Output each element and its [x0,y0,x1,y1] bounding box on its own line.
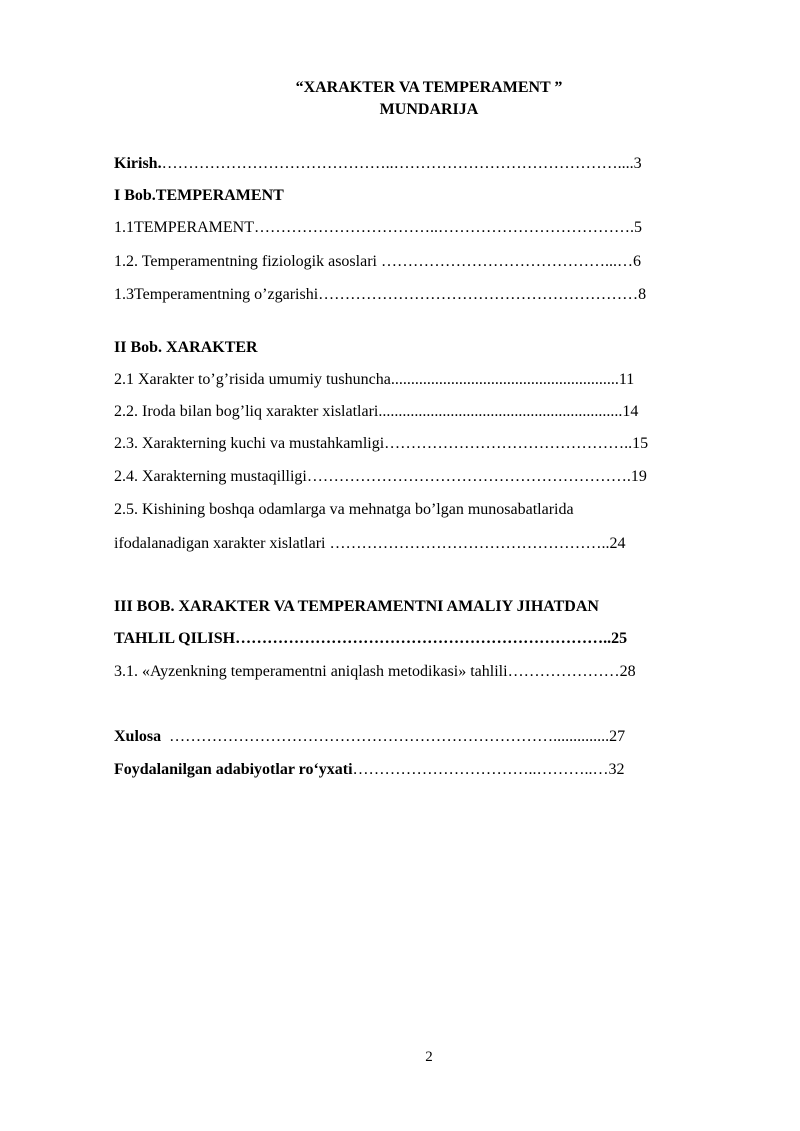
toc-entry-adabiyotlar [114,760,625,780]
toc-entry-text: 1.2. Temperamentning fiziologik asoslari [114,253,377,270]
toc-entry-leader: ......................................................... [390,371,619,388]
toc-entry-page: 11 [618,371,635,388]
toc-entry-page: 28 [619,663,636,680]
toc-heading-bob-2 [114,338,258,358]
toc-heading-bob-1 [114,186,284,206]
toc-entry-1-1 [114,218,642,238]
toc-entry-leader: ……………………………..………………………………. [254,219,634,236]
toc-entry-text: 2.1 Xarakter to’g’risida umumiy tushuncha [114,371,391,388]
toc-entry-2-1 [114,370,634,390]
toc-entry-2-2 [114,402,638,422]
toc-entry-leader: …………………………………………………… [318,286,639,303]
toc-entry-text: 2.4. Xarakterning mustaqilligi [114,468,307,485]
toc-entry-text: Kirish. [114,155,162,172]
toc-entry-kirish [114,154,642,174]
toc-entry-text: ifodalanadigan xarakter xislatlari [114,535,326,552]
toc-entry-page: 19 [630,468,647,485]
document-title: “XARAKTER VA TEMPERAMENT ” [295,79,563,96]
toc-entry-page: 5 [634,219,642,236]
toc-entry-leader: ……………………………………..…………………………………….... [161,155,634,172]
document-subtitle: MUNDARIJA [379,101,479,118]
toc-entry-page: 8 [638,286,647,303]
toc-heading-text: I Bob.TEMPERAMENT [114,187,284,204]
toc-entry-page: 24 [609,535,626,552]
toc-heading-text: III BOB. XARAKTER VA TEMPERAMENTNI AMALIY JIHATDAN [114,598,599,615]
toc-entry-page: 27 [609,728,626,745]
toc-entry-2-5-line-2 [114,534,625,554]
toc-heading-text: II Bob. XARAKTER [114,339,258,356]
toc-entry-text: 1.3Temperamentning o’zgarishi [114,286,319,303]
toc-entry-leader: ……………………………………………………………….............. [161,728,610,745]
toc-entry-page: 3 [633,155,642,172]
toc-entry-text: 1.1TEMPERAMENT [114,219,254,236]
toc-entry-3-1 [114,662,636,682]
toc-entry-leader: ............................................................. [378,403,623,420]
toc-entry-leader: …………………………………………………………….. [235,630,612,647]
toc-entry-2-5-line-1 [114,500,574,520]
toc-entry-2-4 [114,467,647,487]
toc-entry-leader: ……………………………………….. [384,435,633,452]
toc-entry-2-3 [114,434,648,454]
toc-heading-bob-3-line-2 [114,629,627,649]
toc-entry-leader: …………………………………………….. [325,535,610,552]
toc-entry-page: 15 [632,435,649,452]
toc-entry-text: 2.5. Kishining boshqa odamlarga va mehnatga bo’lgan munosabatlarida [114,501,574,518]
toc-entry-page: 25 [611,630,628,647]
toc-entry-1-2 [114,252,641,272]
toc-heading-bob-3-line-1 [114,597,599,617]
toc-entry-page: 14 [622,403,639,420]
toc-entry-text: Foydalanilgan adabiyotlar ro‘yxati [114,761,353,778]
page-number: 2 [425,1049,433,1065]
toc-entry-leader: ……………………………………...… [376,253,633,270]
toc-entry-leader: ……………………………………………………. [306,468,631,485]
toc-entry-text: 3.1. «Ayzenkning temperamentni aniqlash metodikasi» tahlili [114,663,508,680]
toc-entry-page: 6 [632,253,641,270]
toc-entry-xulosa [114,727,625,747]
toc-entry-text: 2.3. Xarakterning kuchi va mustahkamligi [114,435,385,452]
toc-entry-text: Xulosa [114,728,162,745]
toc-entry-page: 32 [608,761,625,778]
toc-entry-leader: ………………… [507,663,620,680]
toc-entry-leader: ……………………………..………..… [352,761,609,778]
toc-entry-text: 2.2. Iroda bilan bog’liq xarakter xislatlari [114,403,379,420]
toc-heading-text: TAHLIL QILISH [114,630,236,647]
toc-entry-1-3 [114,285,646,305]
